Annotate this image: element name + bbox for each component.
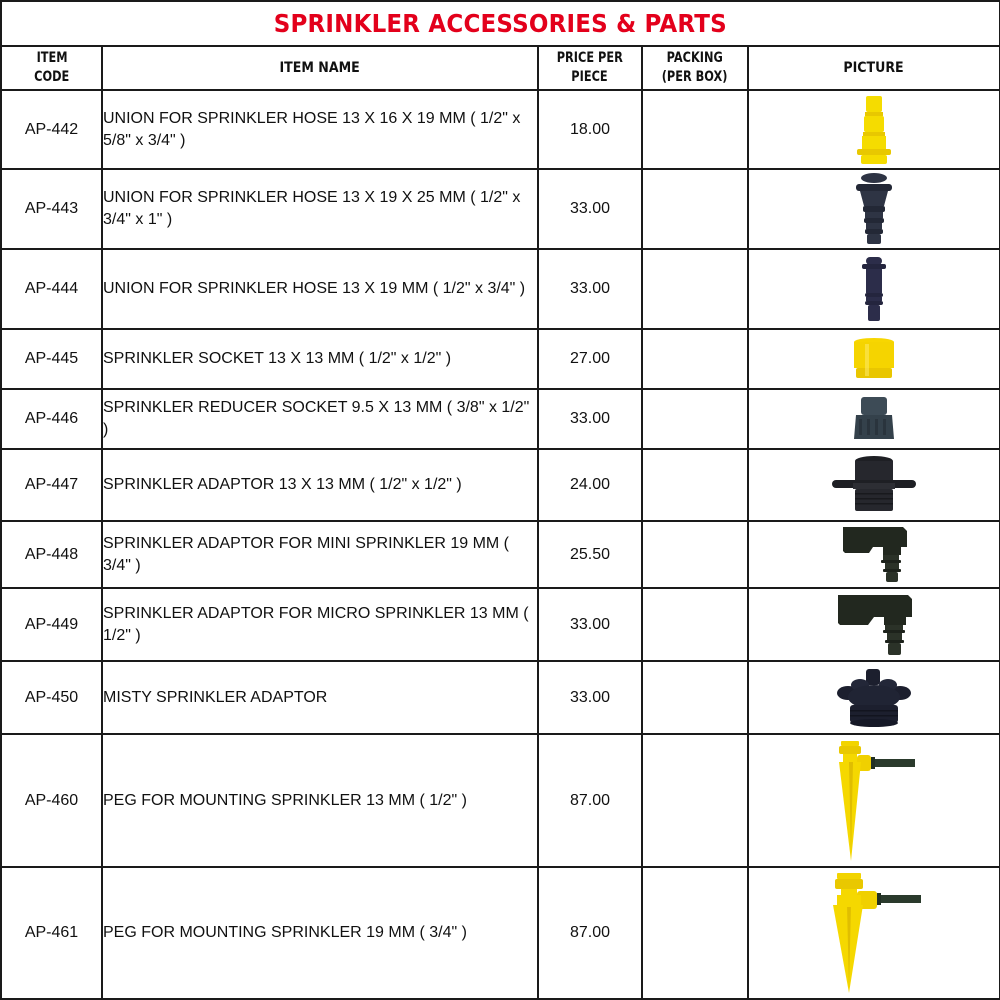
table-row bbox=[1, 249, 1000, 329]
header-text: CODE bbox=[33, 69, 70, 85]
dark-slim-union-icon bbox=[859, 255, 889, 323]
item-price: 87.00 bbox=[538, 867, 642, 999]
page-title-text: SPRINKLER ACCESSORIES & PARTS bbox=[273, 9, 728, 38]
table-row bbox=[1, 734, 1000, 867]
item-price: 33.00 bbox=[538, 588, 642, 661]
item-code: AP-444 bbox=[1, 249, 102, 329]
table-row bbox=[1, 389, 1000, 449]
item-packing bbox=[642, 521, 748, 588]
elbow-adaptor-icon bbox=[839, 525, 909, 585]
item-code: AP-461 bbox=[1, 867, 102, 999]
header-text: ITEM bbox=[35, 50, 67, 66]
item-code: AP-460 bbox=[1, 734, 102, 867]
column-header-item-code bbox=[1, 46, 102, 90]
item-picture bbox=[748, 329, 1000, 389]
table-row bbox=[1, 588, 1000, 661]
item-picture bbox=[748, 169, 1000, 249]
yellow-socket-icon bbox=[851, 336, 897, 382]
item-packing bbox=[642, 449, 748, 521]
elbow-adaptor-icon bbox=[834, 593, 914, 657]
item-name: PEG FOR MOUNTING SPRINKLER 13 MM ( 1/2" ) bbox=[102, 734, 538, 867]
item-name: UNION FOR SPRINKLER HOSE 13 X 19 MM ( 1/2" x 3/4" ) bbox=[102, 249, 538, 329]
item-name: SPRINKLER ADAPTOR FOR MICRO SPRINKLER 13 MM ( 1/2" ) bbox=[102, 588, 538, 661]
column-header-packing bbox=[642, 46, 748, 90]
item-name: SPRINKLER ADAPTOR FOR MINI SPRINKLER 19 MM ( 3/4" ) bbox=[102, 521, 538, 588]
header-text: PICTURE bbox=[843, 59, 905, 76]
item-code: AP-447 bbox=[1, 449, 102, 521]
item-price: 33.00 bbox=[538, 661, 642, 734]
item-picture bbox=[748, 90, 1000, 169]
title-row bbox=[1, 1, 1000, 46]
item-packing bbox=[642, 90, 748, 169]
header-row bbox=[1, 46, 1000, 90]
table-row bbox=[1, 661, 1000, 734]
item-code: AP-448 bbox=[1, 521, 102, 588]
item-picture bbox=[748, 588, 1000, 661]
item-packing bbox=[642, 389, 748, 449]
yellow-stepped-union-icon bbox=[854, 94, 894, 166]
table-row bbox=[1, 169, 1000, 249]
item-name: UNION FOR SPRINKLER HOSE 13 X 16 X 19 MM ( 1/2" x 5/8" x 3/4" ) bbox=[102, 90, 538, 169]
item-picture bbox=[748, 249, 1000, 329]
table-row bbox=[1, 329, 1000, 389]
item-code: AP-446 bbox=[1, 389, 102, 449]
winged-adaptor-icon bbox=[830, 455, 918, 515]
item-picture bbox=[748, 389, 1000, 449]
item-picture bbox=[748, 734, 1000, 867]
item-name: PEG FOR MOUNTING SPRINKLER 19 MM ( 3/4" ) bbox=[102, 867, 538, 999]
item-price: 33.00 bbox=[538, 389, 642, 449]
page-title bbox=[1, 1, 1000, 46]
item-name: SPRINKLER ADAPTOR 13 X 13 MM ( 1/2" x 1/2" ) bbox=[102, 449, 538, 521]
item-picture bbox=[748, 661, 1000, 734]
header-text: PACKING bbox=[666, 50, 724, 66]
table-row bbox=[1, 90, 1000, 169]
column-header-picture bbox=[748, 46, 1000, 90]
item-picture bbox=[748, 449, 1000, 521]
item-picture bbox=[748, 521, 1000, 588]
dark-stepped-union-icon bbox=[852, 172, 896, 246]
item-code: AP-443 bbox=[1, 169, 102, 249]
item-packing bbox=[642, 169, 748, 249]
item-packing bbox=[642, 588, 748, 661]
item-picture bbox=[748, 867, 1000, 999]
header-text: ITEM NAME bbox=[279, 59, 361, 76]
item-price: 25.50 bbox=[538, 521, 642, 588]
item-price: 87.00 bbox=[538, 734, 642, 867]
item-name: SPRINKLER SOCKET 13 X 13 MM ( 1/2" x 1/2" ) bbox=[102, 329, 538, 389]
column-header-price bbox=[538, 46, 642, 90]
table-row bbox=[1, 521, 1000, 588]
item-packing bbox=[642, 329, 748, 389]
item-name: UNION FOR SPRINKLER HOSE 13 X 19 X 25 MM ( 1/2" x 3/4" x 1" ) bbox=[102, 169, 538, 249]
item-packing bbox=[642, 867, 748, 999]
misty-adaptor-icon bbox=[834, 667, 914, 729]
item-price: 24.00 bbox=[538, 449, 642, 521]
item-code: AP-445 bbox=[1, 329, 102, 389]
item-price: 33.00 bbox=[538, 249, 642, 329]
item-code: AP-450 bbox=[1, 661, 102, 734]
item-price: 27.00 bbox=[538, 329, 642, 389]
item-code: AP-442 bbox=[1, 90, 102, 169]
yellow-peg-icon bbox=[829, 871, 933, 995]
item-packing bbox=[642, 661, 748, 734]
header-text: PRICE PER bbox=[556, 50, 624, 66]
table-row bbox=[1, 449, 1000, 521]
header-text: PIECE bbox=[571, 69, 609, 85]
item-name: SPRINKLER REDUCER SOCKET 9.5 X 13 MM ( 3/8" x 1/2" ) bbox=[102, 389, 538, 449]
item-code: AP-449 bbox=[1, 588, 102, 661]
item-name: MISTY SPRINKLER ADAPTOR bbox=[102, 661, 538, 734]
reducer-socket-icon bbox=[849, 395, 899, 443]
item-packing bbox=[642, 734, 748, 867]
item-price: 33.00 bbox=[538, 169, 642, 249]
item-packing bbox=[642, 249, 748, 329]
yellow-peg-icon bbox=[831, 739, 927, 863]
header-text: (PER BOX) bbox=[662, 69, 728, 85]
table-row bbox=[1, 867, 1000, 999]
column-header-item-name bbox=[102, 46, 538, 90]
item-price: 18.00 bbox=[538, 90, 642, 169]
